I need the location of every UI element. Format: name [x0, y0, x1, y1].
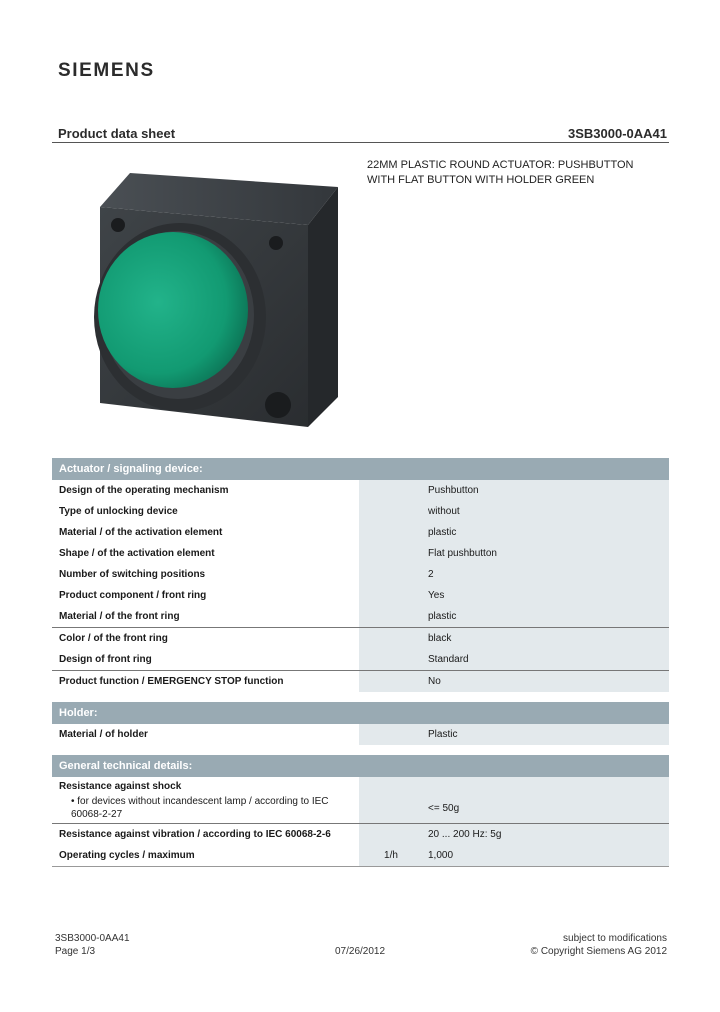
table-row	[52, 724, 669, 745]
row-unit	[359, 522, 423, 543]
row-value: No	[423, 671, 669, 692]
row-label: Operating cycles / maximum	[59, 850, 195, 861]
row-label: Color / of the front ring	[59, 633, 168, 644]
section-header: General technical details:	[52, 755, 669, 777]
row-unit	[359, 671, 423, 692]
row-label: Material / of the activation element	[59, 527, 223, 538]
row-value: Yes	[423, 585, 669, 606]
section-general-technical	[52, 755, 669, 867]
table-row	[52, 543, 669, 564]
product-image	[86, 165, 348, 433]
part-number: 3SB3000-0AA41	[567, 126, 667, 141]
row-value: 2	[423, 564, 669, 585]
row-sublabel: • for devices without incandescent lamp / according to IEC 60068-2-27	[71, 796, 329, 820]
section-holder	[52, 702, 669, 745]
row-value: black	[423, 628, 669, 649]
row-label: Material / of the front ring	[59, 611, 180, 622]
footer-date: 07/26/2012	[335, 946, 386, 957]
mounting-hole-icon	[111, 218, 125, 232]
table-row	[52, 501, 669, 522]
row-label: Product function / EMERGENCY STOP function	[59, 676, 284, 687]
page-title: Product data sheet	[58, 126, 176, 141]
row-label: Resistance against vibration / according to IEC 60068-2-6	[59, 829, 331, 840]
row-label: Material / of holder	[59, 729, 148, 740]
section-header: Actuator / signaling device:	[52, 458, 669, 480]
row-label: Type of unlocking device	[59, 506, 178, 517]
title-row	[52, 126, 669, 143]
row-label-group	[52, 777, 366, 823]
row-value: plastic	[423, 606, 669, 627]
footer-note: subject to modifications	[563, 933, 667, 944]
row-value: <= 50g	[428, 803, 460, 814]
table-row	[52, 627, 669, 649]
description-line-2: WITH FLAT BUTTON WITH HOLDER GREEN	[367, 174, 595, 186]
footer-part-number: 3SB3000-0AA41	[55, 933, 130, 944]
green-button	[98, 232, 248, 388]
row-value: 1,000	[423, 845, 669, 866]
table-row	[52, 649, 669, 670]
row-unit	[359, 543, 423, 564]
table-row	[52, 522, 669, 543]
section-header: Holder:	[52, 702, 669, 724]
row-value: Pushbutton	[423, 480, 669, 501]
row-value: 20 ... 200 Hz: 5g	[423, 824, 669, 845]
row-value: without	[423, 501, 669, 522]
row-unit	[359, 824, 423, 845]
section-actuator	[52, 458, 669, 692]
row-unit	[359, 649, 423, 670]
description-line-1: 22MM PLASTIC ROUND ACTUATOR: PUSHBUTTON	[367, 159, 634, 171]
table-row	[52, 606, 669, 627]
table-row	[52, 480, 669, 501]
row-value: Standard	[423, 649, 669, 670]
row-unit	[359, 606, 423, 627]
row-label: Product component / front ring	[59, 590, 207, 601]
row-label: Design of front ring	[59, 654, 152, 665]
table-row	[52, 564, 669, 585]
row-unit	[359, 777, 423, 823]
table-row	[52, 777, 669, 823]
product-description	[367, 158, 667, 188]
row-label: Resistance against shock	[59, 781, 182, 792]
siemens-logo: SIEMENS	[58, 60, 155, 81]
table-row	[52, 823, 669, 845]
mounting-hole-icon	[269, 236, 283, 250]
mounting-hole-icon	[265, 392, 291, 418]
row-value: Plastic	[423, 724, 669, 745]
footer-page: Page 1/3	[55, 946, 96, 957]
row-unit: 1/h	[359, 845, 423, 866]
row-unit	[359, 628, 423, 649]
table-row	[52, 670, 669, 692]
row-label: Number of switching positions	[59, 569, 206, 580]
row-value: Flat pushbutton	[423, 543, 669, 564]
row-unit	[359, 501, 423, 522]
row-label: Shape / of the activation element	[59, 548, 215, 559]
row-label: Design of the operating mechanism	[59, 485, 229, 496]
row-unit	[359, 585, 423, 606]
table-row	[52, 585, 669, 606]
row-unit	[359, 564, 423, 585]
row-unit	[359, 480, 423, 501]
row-value-cell	[423, 777, 669, 823]
table-row	[52, 845, 669, 867]
row-unit	[359, 724, 423, 745]
footer-copyright: © Copyright Siemens AG 2012	[530, 946, 667, 957]
holder-side-face	[308, 187, 338, 427]
row-value: plastic	[423, 522, 669, 543]
